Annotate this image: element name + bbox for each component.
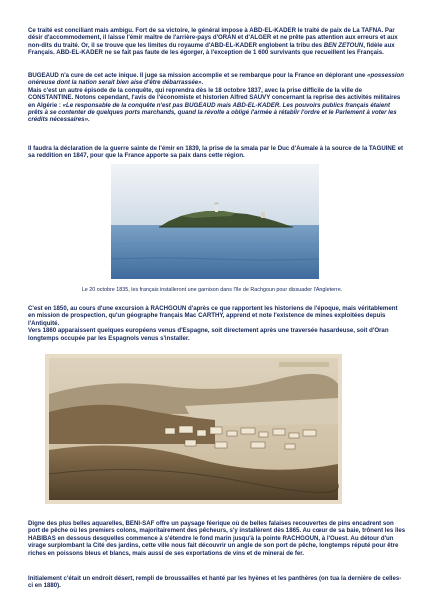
paragraph-rachgoun — [28, 305, 406, 342]
paragraph-bugeaud — [28, 72, 406, 124]
paragraph-text: , fidèle aux Français. ABD-EL-KADER ne se fait pas faute de les égorger, à l'exception de 1 600 survivants que recueillent les Français. — [28, 41, 395, 57]
paragraph-text: BUGEAUD n'a cure de cet acte inique. Il juge sa mission accomplie et se rembarque pour la France en déplorant une — [28, 72, 368, 79]
paragraph-text: Ce traité est conciliant mais ambigu. Fort de sa victoire, le général impose à ABD-EL-KADER le traité de paix de La TAFNA. Par désir d'accommodement, il laisse l'émir maître de l'arrière-pays d'ORAN et d'ALGER et ne prête pas attention aux erreurs et aux non-dits du traité. Or, il se trouve que les limites du royaume d'ABD-EL-KADER englobent la tribu des — [28, 27, 398, 49]
paragraph-treaty — [28, 27, 406, 57]
photo-caption: Le 20 octobre 1835, les français installeront une garnison dans l'île de Rachgoun pour dissuader l'Angleterre. — [81, 287, 343, 293]
paragraph-text: Mais c'est un autre épisode de la conquête, qui reprendra dès le 18 octobre 1837, avec la prise difficile de la ville de CONSTANTINE. Notons cependant, l'avis de l'économiste et historien Alfred SAUVY concernant la reprise des activités militaires en Algérie : — [28, 86, 401, 109]
island-image — [111, 164, 319, 279]
paragraph-text: Digne des plus belles aquarelles, BENI-SAF offre un paysage féerique où de belles falaises recouvertes de pins encadrent son port de pêche où les premiers colons, majoritairement des pêcheurs, s'y installèrent dès 1865. Au cœur de sa baie, trônent les îles HABIBAS en dessous desquelles commence à s'étendre le fond marin jusqu'à la pointe RACHGOUN, à l'Ouest. Au détour d'un virage surplombant la Cité des jardins, cette ville nous fait découvrir un angle de son port de pêche, longtemps réputé pour être riches en poissons bleus et blancs, mais aussi de ses exportations de vins et de minerai de fer. — [28, 520, 406, 557]
rachgoun-island-photo — [111, 164, 319, 279]
paragraph-text: Vers 1860 apparaissent quelques européens venus d'Espagne, soit directement après une traversée hasardeuse, soit d'Oran longtemps occupée par les Espagnols venus s'installer. — [28, 327, 389, 342]
punctuation: . — [87, 116, 90, 124]
postcard-image — [45, 354, 342, 504]
punctuation: . — [201, 79, 204, 87]
quote-text: «Le responsable de la conquête n'est pas BUGEAUD mais ABD-EL-KADER. Les pouvoirs publics français étaient prêts à se contenter de quelques ports marchands, quand la révolte a obligé l'armée à rétablir l'ordre et le Parlement à voter les crédits nécessaires» — [28, 101, 397, 124]
paragraph-beni-saf — [28, 520, 406, 557]
tribe-name: BEN ZETOUN — [323, 41, 364, 49]
paragraph-origins — [28, 575, 406, 590]
paragraph-text: Initialement c'était un endroit désert, rempli de broussailles et hanté par les hyènes et les panthères (on tua la dernière de celles-ci en 1880). — [28, 575, 402, 590]
paragraph-holy-war — [28, 145, 406, 160]
quote-text: «possession onéreuse dont la nation serait bien aise d'être débarrassée» — [28, 72, 404, 87]
paragraph-text: Il faudra la déclaration de la guerre sainte de l'émir en 1839, la prise de la smala par le Duc d'Aumale à la source de la TAGUINE et sa reddition en 1847, pour que la France apporte sa paix dans cette région. — [28, 145, 403, 160]
paragraph-text: C'est en 1850, au cours d'une excursion à RACHGOUN d'après ce que rapportent les historiens de l'époque, mais véritablement en mission de prospection, qu'un géographe français Mac CARTHY, apprend et note l'existence de mines exploitées depuis l'Antiquité. — [28, 305, 398, 327]
beni-saf-postcard — [45, 354, 342, 504]
